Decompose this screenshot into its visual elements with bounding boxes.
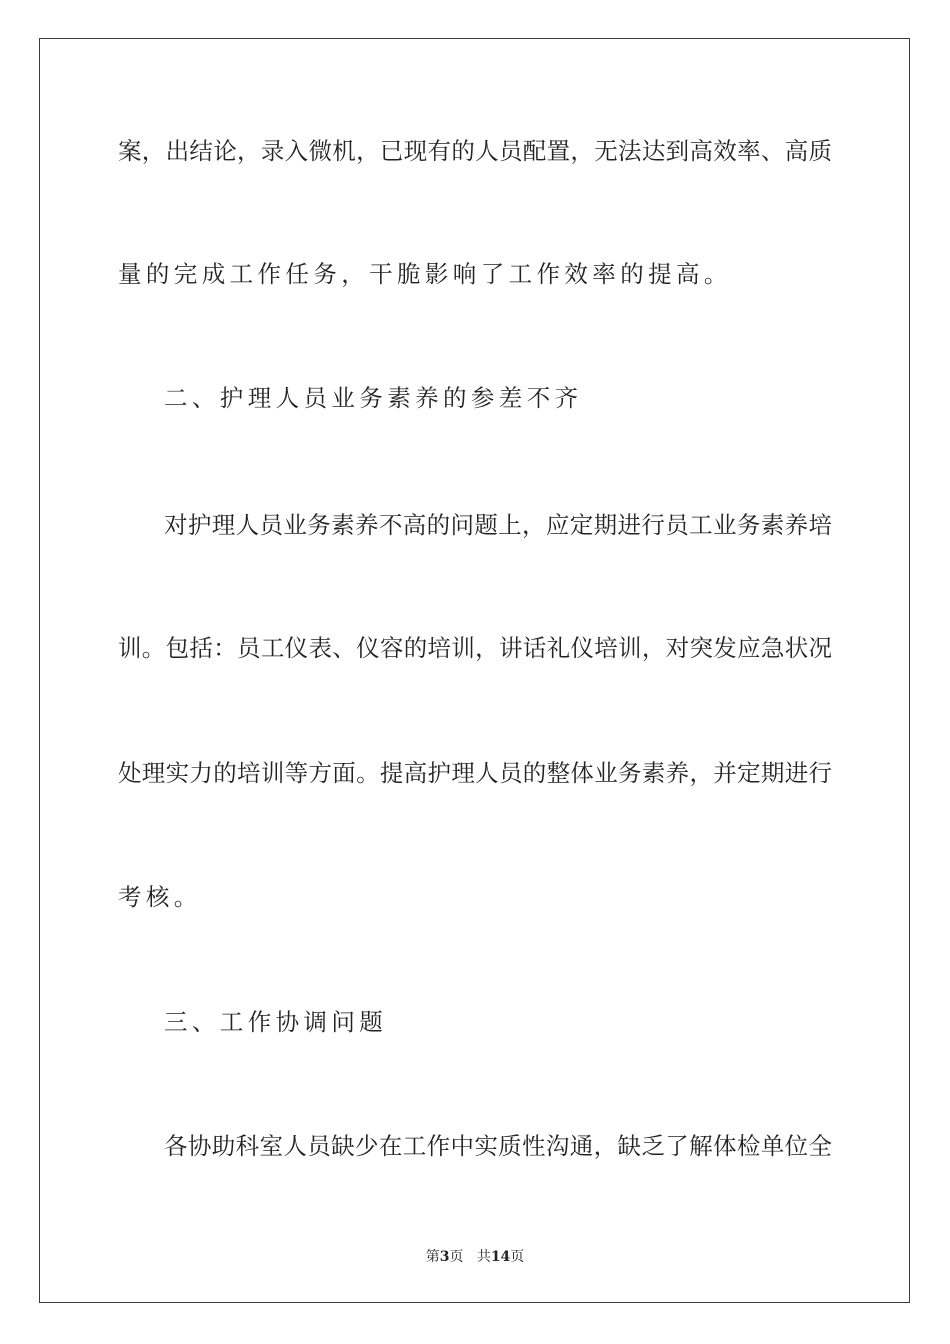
footer-page-suffix: 页: [449, 1249, 464, 1265]
page-border: [39, 38, 910, 1303]
body-text-line: 考核。: [118, 883, 202, 911]
body-text-line: 训。包括：员工仪表、仪容的培训，讲话礼仪培训，对突发应急状况: [118, 634, 832, 662]
page-footer: [0, 1248, 950, 1266]
body-text-line: 处理实力的培训等方面。提高护理人员的整体业务素养，并定期进行: [118, 759, 832, 787]
body-text-line: 量的完成工作任务，干脆影响了工作效率的提高。: [118, 260, 732, 288]
section-heading: 三、工作协调问题: [164, 1008, 388, 1036]
body-text-line: 对护理人员业务素养不高的问题上，应定期进行员工业务素养培: [164, 511, 832, 539]
body-text-line: 案，出结论，录入微机，已现有的人员配置，无法达到高效率、高质: [118, 137, 832, 165]
footer-total-pages: 14: [490, 1249, 511, 1265]
footer-page-number: 3: [439, 1249, 450, 1265]
section-heading: 二、护理人员业务素养的参差不齐: [164, 384, 583, 412]
body-text-line: 各协助科室人员缺少在工作中实质性沟通，缺乏了解体检单位全: [164, 1132, 832, 1160]
footer-page-prefix: 第: [425, 1249, 440, 1265]
footer-total-suffix: 页: [510, 1249, 525, 1265]
footer-total-prefix: 共: [476, 1249, 491, 1265]
